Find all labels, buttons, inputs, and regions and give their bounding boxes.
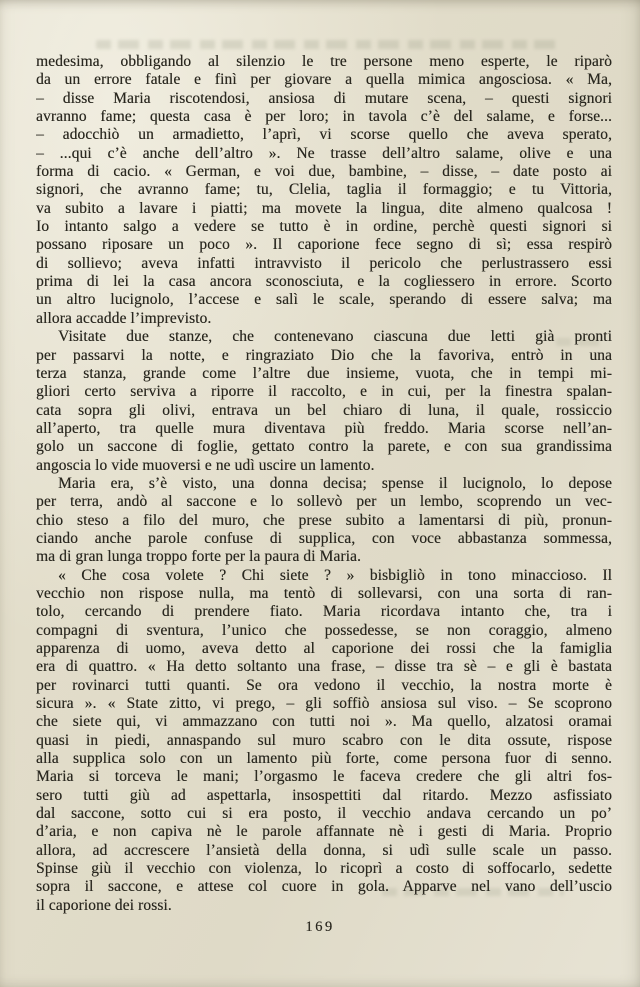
- text-line: tolo, cercando di prendere fiato. Maria ricordava intanto che, tra i: [36, 603, 612, 621]
- text-line: da un errore fatale e finì per giovare a quella mimica angosciosa. « Ma,: [36, 71, 612, 89]
- text-line: sicura ». « State zitto, vi prego, – gli soffiò ansiosa sul viso. – Se scoprono: [36, 695, 612, 713]
- text-line: quasi in piedi, annaspando sul muro scabro con le dita ossute, rispose: [36, 731, 612, 749]
- text-line: Spinse giù il vecchio con violenza, lo ricoprì a costo di soffocarlo, sedette: [36, 860, 612, 878]
- text-line: Maria si torceva le mani; l’orgasmo le faceva credere che gli altri fos-: [36, 768, 612, 786]
- text-line: – disse Maria riscotendosi, ansiosa di mutare scena, – questi signori: [36, 89, 612, 107]
- text-line: per passarvi la notte, e ringraziato Dio che la favoriva, entrò in una: [36, 346, 612, 364]
- text-line: avranno fame; questa casa è per loro; in tavola c’è del salame, e forse...: [36, 108, 612, 126]
- paragraph: [36, 53, 612, 328]
- text-line: di sollievo; aveva infatti intravvisto il pericolo che perlustrassero essi: [36, 254, 612, 272]
- text-line: il caporione dei rossi.: [36, 896, 172, 914]
- text-line: un altro lucignolo, l’accese e salì le scale, sperando di essere salva; ma: [36, 291, 612, 309]
- text-line: Visitate due stanze, che contenevano ciascuna due letti già pronti: [58, 328, 612, 346]
- text-line: allora, ad accrescere l’ansietà della donna, si udì sulle scale un passo.: [36, 841, 612, 859]
- text-line: sero tutti giù ad aspettarla, insospettiti dal ritardo. Mezzo asfissiato: [36, 786, 612, 804]
- text-line: d’aria, e non capiva nè le parole affannate nè i gesti di Maria. Proprio: [36, 823, 612, 841]
- text-line: signori, che avranno fame; tu, Clelia, taglia il formaggio; e tu Vittoria,: [36, 181, 612, 199]
- text-line: per terra, andò al saccone e lo sollevò per un lembo, scoprendo un vec-: [36, 493, 612, 511]
- text-line: – adocchiò un armadietto, l’aprì, vi scorse quello che aveva sperato,: [36, 126, 612, 144]
- text-line: cata sopra gli olivi, entrava un bel chiaro di luna, il quale, rossiccio: [36, 401, 612, 419]
- text-line: vecchio non rispose nulla, ma tentò di sollevarsi, con una sorta di ran-: [36, 584, 612, 602]
- text-line: apparenza di uomo, aveva detto al caporione dei rossi che la famiglia: [36, 640, 612, 657]
- text-line: all’aperto, tra quelle mura diventava più freddo. Maria scorse nell’an-: [36, 419, 612, 437]
- text-line: allora accadde l’imprevisto.: [36, 309, 212, 327]
- text-line: possano riposare un poco ». Il caporione fece segno di sì; essa respirò: [36, 236, 612, 254]
- text-line: per rovinarci tutti quanti. Se ora vedono il vecchio, la nostra morte è: [36, 676, 612, 694]
- text-line: compagni di sventura, l’unico che possedesse, se non coraggio, almeno: [36, 621, 612, 639]
- text-line: golo un saccone di foglie, gettato contro la parete, e con sua grandissima: [36, 438, 612, 456]
- text-line: ma di gran lunga troppo forte per la paura di Maria.: [36, 548, 361, 566]
- text-line: gliori certo serviva a riporre il raccolto, e in cui, per la finestra spalan-: [36, 383, 612, 401]
- text-line: Maria era, s’è visto, una donna decisa; spense il lucignolo, lo depose: [58, 474, 612, 492]
- text-line: ciando anche parole confuse di supplica, con voce abbastanza sommessa,: [36, 529, 612, 547]
- text-line: sopra il saccone, e attese col cuore in gola. Apparve nel vano dell’uscio: [36, 878, 612, 896]
- paragraph: [36, 475, 612, 567]
- text-line: va subito a lavare i piatti; ma movete la lingua, dite almeno qualcosa !: [36, 199, 612, 217]
- text-block: [36, 53, 612, 915]
- text-line: angoscia lo vide muoversi e ne udì uscire un lamento.: [36, 456, 375, 474]
- text-line: terza stanza, grande come l’altre due insieme, vuota, che in tempi mi-: [36, 364, 612, 382]
- paragraph: [36, 328, 612, 475]
- text-line: alla supplica solo con un lamento più forte, come persona fuor di senno.: [36, 750, 612, 768]
- paragraph: [36, 567, 612, 916]
- text-line: dal saccone, sotto cui si era posto, il vecchio andava cercando un po’: [36, 805, 612, 823]
- text-line: chio steso a filo del muro, che prese subito a lamentarsi di più, pronun-: [36, 511, 612, 529]
- text-line: Io intanto salgo a vedere se tutto è in ordine, perchè questi signori si: [36, 218, 612, 236]
- text-line: era di quattro. « Ha detto soltanto una frase, – disse tra sè – e gli è bastata: [36, 658, 612, 676]
- page-number: 169: [305, 919, 335, 935]
- bleed-through-text: [96, 40, 564, 49]
- text-line: forma di cacio. « German, e voi due, bambine, – disse, – date posto ai: [36, 163, 612, 181]
- text-line: prima di lei la casa ancora sconosciuta, e la cogliessero in errore. Scorto: [36, 273, 612, 291]
- text-line: che siete qui, vi ammazzano con tutti noi ». Ma quello, alzatosi oramai: [36, 713, 612, 731]
- text-line: medesima, obbligando al silenzio le tre persone meno esperte, le riparò: [36, 53, 612, 70]
- text-line: « Che cosa volete ? Chi siete ? » bisbigliò in tono minaccioso. Il: [58, 566, 612, 584]
- text-line: – ...qui c’è anche dell’altro ». Ne trasse dell’altro salame, olive e una: [36, 144, 612, 162]
